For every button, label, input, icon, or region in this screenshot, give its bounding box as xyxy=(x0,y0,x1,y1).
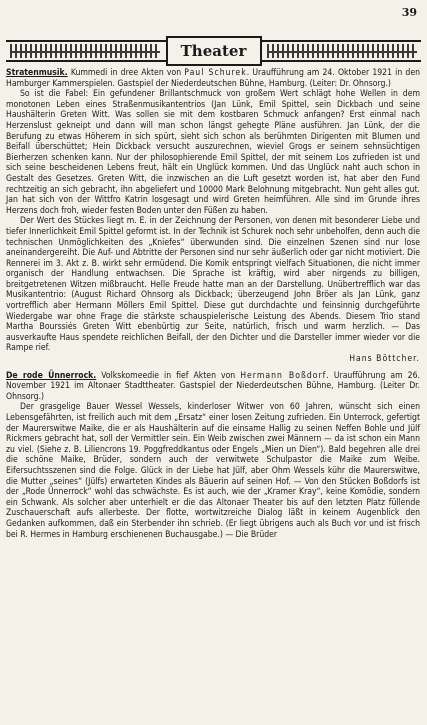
ornament-left-icon xyxy=(10,44,160,58)
ornament-right-icon xyxy=(267,44,417,58)
article1-intro-a: Kummedi in dree Akten von xyxy=(67,68,185,78)
article1-paragraph: Der Wert des Stückes liegt m. E. in der Zeichnung der Personen, von denen mit besonderer Liebe und tiefer Innerlichkeit Emil Spittel geformt ist. In der Technik ist Schurek noch sehr unbeholfen, denn auch die technischen Unmöglichkeiten des „Kniefes“ überwunden sind. Die einzelnen Szenen sind nur lose aneinandergereiht. Die Auf- und Abtritte der Personen sind nur sehr äußerlich oder gar nicht motiviert. Die Rennerei im 3. Akt z. B. wirkt sehr ermüdend. Die Komik entspringt vielfach Situationen, die nicht immer organisch der Handlung entwachsen. Die Sprache ist kräftig, wird aber nirgends zu billigen, breitgetretenen Witzen mißbraucht. Helle Freude hatte man an der Darstellung. Unübertrefflich war das Musikantentrio: (August Richard Ohnsorg als Dickback; überzeugend John Bröer als Jan Lünk, ganz vortrefflich aber Hermann Möllers Emil Spittel. Diese gut durchdachte und feinsinnig durchgeführte Wiedergabe war ohne Frage die stärkste schauspielerische Leistung des Abends. Diesem Trio stand Martha Bourssiés Greten Witt ebenbürtig zur Seite, natürlich, frisch und warm herzlich. — Das ausverkaufte Haus spendete reichlichen Beifall, der den Dichter und die Darsteller immer wieder vor die Rampe rief. xyxy=(6,216,420,354)
article1-intro-b: . Uraufführung am 24. Oktober 1921 in den Hamburger Kammerspielen. Gastspiel der Niederdeutschen Bühne, Hamburg. (Leiter: Dr. Ohnsorg.) xyxy=(6,68,420,89)
article2-title: De rode Ünnerrock. xyxy=(6,370,97,381)
article1-signature xyxy=(6,354,420,365)
section-title: Theater xyxy=(180,42,247,60)
article2-intro-b: . Uraufführung am 26. November 1921 im Altonaer Stadttheater. Gastspiel der Niederdeutschen Bühne, Hamburg. (Leiter Dr. Ohnsorg.) xyxy=(6,370,420,402)
section-title-box xyxy=(166,36,262,66)
article2-header xyxy=(6,371,420,403)
article1-author: Paul Schurek xyxy=(184,68,247,78)
article1-title: Stratenmusik. xyxy=(6,68,68,78)
article1-paragraph: So ist die Fabel: Ein gefundener Brillantschmuck von großem Wert schlägt hohe Wellen in dem monotonen Leben eines Straßenmusikantentrios (Jan Lünk, Emil Spittel, sein Dickbach und seine Haushälterin Greten Witt. Was sollen sie mit dem kostbaren Schmuck anfangen? Erst einmal nach Herzenslust gekneipt und dann will man schon längst gehegte Pläne ausführen. Jan Lünk, der die Berufung zu etwas Höherem in sich spürt, sieht sich schon als berühmten Dirigenten mit Blumen und Beifall überschüttet; Hein Dickback versucht auszurechnen, wieviel Grogs er seinem sehnsüchtigen Bierherzen schenken kann. Nur der philosophierende Emil Spittel, der mit seinem Los zufrieden ist und sich seine bescheidenen Lebens freut, hält ein Unglück kommen. Und das Unglück naht auch schon in Gestalt des Gesetzes. Greten Witt, die inzwischen an die Luft gesetzt worden ist, hat aber den Fund rechtzeitig an sich gebracht, ihn abgeliefert und 10000 Mark Belohnung mitgebracht. Nun geht alles gut. Jan hat sich von der Wittfro Katrin losgesagt und wird Greten heimführen. Alle sind im Grunde ihres Herzens doch froh, wieder festen Boden unter den Füßen zu haben. xyxy=(6,89,420,216)
article2-intro-a: Volkskomeedie in fief Akten von xyxy=(96,370,241,381)
article2-paragraph: Der grasgelige Bauer Wessel Wessels, kinderloser Witwer von 60 Jahren, wünscht sich einen Lebensgefährten, ist freilich auch mit dem „Ersatz“ einer losen Zeitung zufrieden. Ein Unterrock, gefertigt der Maurerswitwe Maike, die er als Haushälterin auf die einsame Hallig zu seinen Neffen Bohle und Jülf Rickmers gebracht hat, soll der Vermittler sein. Ein Weib zwischen zwei Männern — da ist schon ein Mann zu viel. (Siehe z. B. Liliencrons 19. Poggfreddkantus oder Engels „Mien un Dien“). Bald begehren alle drei die schöne Maike, Brüder, sondern auch der verwitwete Schulpastor die Maike zum Weibe. Eifersuchtsszenen sind die Folge. Glück in der Liebe hat Jülf, aber Ohm Wessels kühr die Maurerswitwe, die Mutter „seines“ (Jülfs) erwarteten Kindes als Bäuerin auf seinen Hof. — Von den Stücken Boßdorfs ist der „Rode Ünnerrock“ wohl das schwächste. Es ist auch, wie der „Kramer Kray“, keine Komödie, sondern ein Schwank. Als solcher aber unterhielt er die das Altonaer Theater bis auf den letzten Platz füllende Zuschauerschaft aufs allerbeste. Der flotte, wortwitzreiche Dialog läßt in keinem Augenblick den Gedanken aufkommen, daß ein Sterbender ihn schrieb. (Er liegt übrigens auch als Buch vor und ist frisch bei R. Hermes in Hamburg erschienenen Buchausgabe.) — Die Brüder xyxy=(6,402,420,540)
page-number: 39 xyxy=(401,6,417,19)
article2-author: Hermann Boßdorf xyxy=(240,370,327,381)
article1-header xyxy=(6,68,420,89)
article-column xyxy=(6,68,420,540)
section-banner xyxy=(6,40,421,62)
signature-text: Hans Böttcher. xyxy=(349,354,420,365)
